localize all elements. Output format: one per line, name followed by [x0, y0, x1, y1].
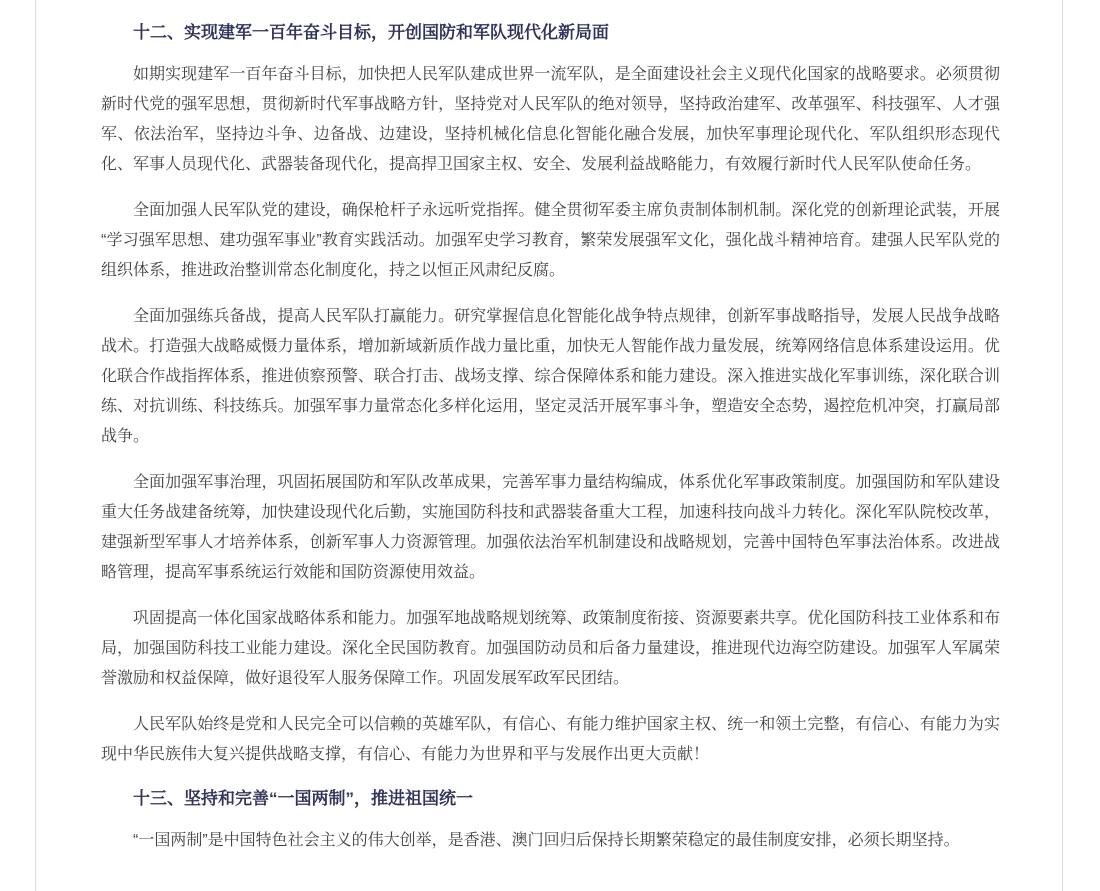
section-12-paragraph-3: 全面加强练兵备战，提高人民军队打赢能力。研究掌握信息化智能化战争特点规律，创新军事战略指导，发展人民战争战略战术。打造强大战略威慑力量体系，增加新域新质作战力量比重，加快无人智能作战力量发展，统筹网络信息体系建设运用。优化联合作战指挥体系，推进侦察预警、联合打击、战场支撑、综合保障体系和能力建设。深入推进实战化军事训练，深化联合训练、对抗训练、科技练兵。加强军事力量常态化多样化运用，坚定灵活开展军事斗争，塑造安全态势，遏控危机冲突，打赢局部战争。 — [101, 308, 1000, 445]
section-12-heading: 十二、实现建军一百年奋斗目标，开创国防和军队现代化新局面 — [133, 23, 609, 42]
section-12-paragraph-5: 巩固提高一体化国家战略体系和能力。加强军地战略规划统筹、政策制度衔接、资源要素共享。优化国防科技工业体系和布局，加强国防科技工业能力建设。深化全民国防教育。加强国防动员和后备力量建设，推进现代边海空防建设。加强军人军属荣誉激励和权益保障，做好退役军人服务保障工作。巩固发展军政军民团结。 — [101, 610, 1000, 687]
article-page — [35, 0, 1063, 891]
section-12-paragraph-2: 全面加强人民军队党的建设，确保枪杆子永远听党指挥。健全贯彻军委主席负责制体制机制。深化党的创新理论武装，开展“学习强军思想、建功强军事业”教育实践活动。加强军史学习教育，繁荣发展强军文化，强化战斗精神培育。建强人民军队党的组织体系，推进政治整训常态化制度化，持之以恒正风肃纪反腐。 — [101, 202, 1000, 279]
section-13 — [101, 786, 1000, 856]
section-13-heading: 十三、坚持和完善“一国两制”，推进祖国统一 — [133, 789, 473, 808]
section-12-paragraph-1: 如期实现建军一百年奋斗目标，加快把人民军队建成世界一流军队，是全面建设社会主义现代化国家的战略要求。必须贯彻新时代党的强军思想，贯彻新时代军事战略方针，坚持党对人民军队的绝对领导，坚持政治建军、改革强军、科技强军、人才强军、依法治军，坚持边斗争、边备战、边建设，坚持机械化信息化智能化融合发展，加快军事理论现代化、军队组织形态现代化、军事人员现代化、武器装备现代化，提高捍卫国家主权、安全、发展利益战略能力，有效履行新时代人民军队使命任务。 — [101, 66, 1000, 173]
section-12 — [101, 20, 1000, 770]
section-12-paragraph-4: 全面加强军事治理，巩固拓展国防和军队改革成果，完善军事力量结构编成，体系优化军事政策制度。加强国防和军队建设重大任务战建备统筹，加快建设现代化后勤，实施国防科技和武器装备重大工程，加速科技向战斗力转化。深化军队院校改革，建强新型军事人才培养体系，创新军事人力资源管理。加强依法治军机制建设和战略规划，完善中国特色军事法治体系。改进战略管理，提高军事系统运行效能和国防资源使用效益。 — [101, 474, 1000, 581]
section-12-paragraph-6: 人民军队始终是党和人民完全可以信赖的英雄军队，有信心、有能力维护国家主权、统一和领土完整，有信心、有能力为实现中华民族伟大复兴提供战略支撑，有信心、有能力为世界和平与发展作出更大贡献！ — [101, 716, 1000, 763]
section-13-paragraph-1: “一国两制”是中国特色社会主义的伟大创举，是香港、澳门回归后保持长期繁荣稳定的最佳制度安排，必须长期坚持。 — [133, 832, 960, 849]
